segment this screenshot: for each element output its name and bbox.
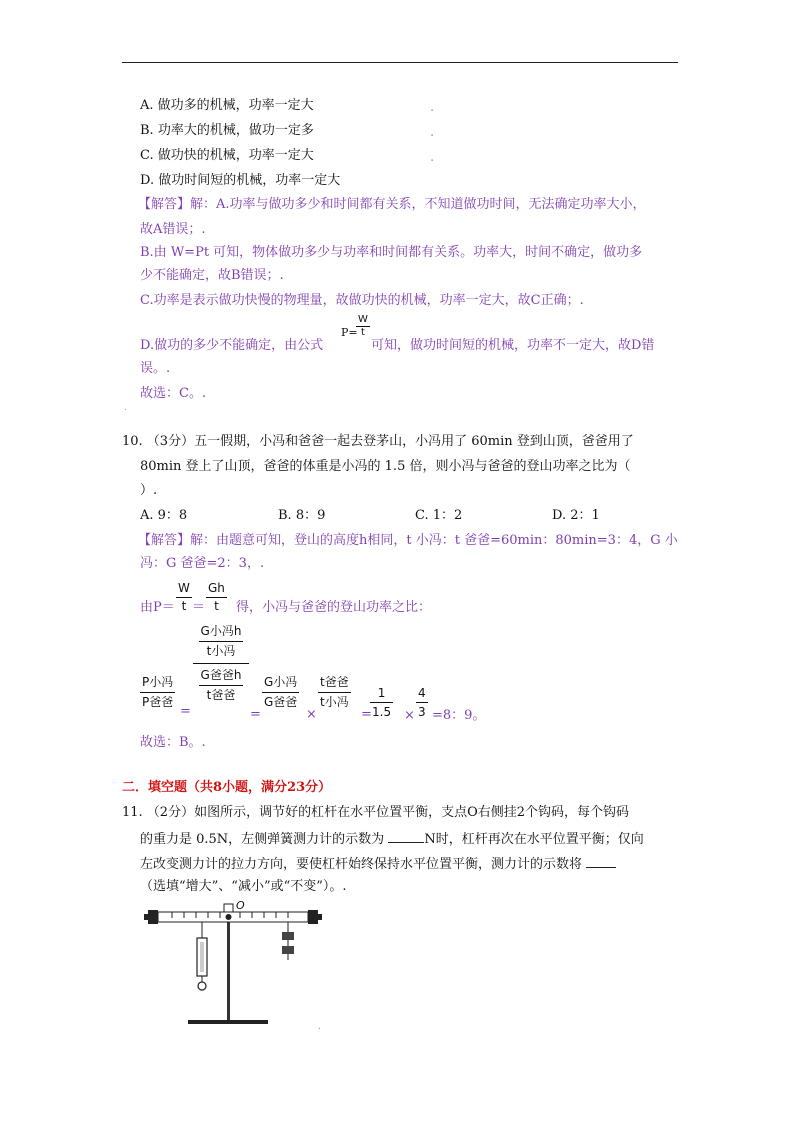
stand-pole (227, 914, 230, 1020)
q11-line-4: （选填“增大”、“减小”或“不变”）。. (140, 879, 347, 894)
q9-answer-b-line-1: B.由 W=Pt 可知，物体做功多少与功率和时间都有关系。功率大，时间不确定，做功多 (140, 245, 643, 260)
stand-base (188, 1020, 268, 1024)
main-fraction-bar (193, 663, 249, 664)
hook-weight-2 (282, 946, 294, 954)
fraction-denominator: t小冯 (320, 695, 349, 709)
spring-scale-body (200, 942, 204, 972)
compound-fraction (193, 622, 249, 705)
q9-answer-line-2: 故A错误；. (140, 222, 206, 237)
q10-option-d: D. 2：1 (552, 508, 600, 523)
lever-figure (140, 896, 330, 1032)
q10-stem-line-1: 10. （3分）五一假期，小冯和爸爸一起去登茅山，小冯用了 60min 登到山顶，爸爸用了 (122, 434, 634, 449)
stray-dot: . (318, 1022, 321, 1032)
q10-answer-line-2: 冯：G 爸爸=2：3，. (140, 556, 265, 571)
w-over-t-fraction (176, 580, 192, 615)
q9-answer-line-1 (138, 197, 646, 213)
answer-blank-2[interactable] (586, 855, 616, 868)
fraction-denominator: P爸爸 (142, 695, 174, 709)
times-sign: × (306, 707, 317, 722)
stray-dot: . (124, 403, 127, 413)
fraction-denominator: G爸爸 (264, 695, 298, 709)
q9-option-b: B. 功率大的机械，做功一定多 (140, 123, 314, 138)
answer-blank-1[interactable] (388, 830, 424, 843)
fraction-denominator: t爸爸 (206, 688, 236, 702)
t-ratio-fraction (318, 673, 351, 712)
d-formula-lhs: P= (341, 326, 358, 339)
d-formula-fraction (356, 314, 370, 339)
fraction-numerator: G爸爸h (199, 666, 244, 686)
d-formula-denominator: t (360, 327, 365, 338)
ratio-result: =8：9。 (432, 708, 486, 723)
fraction-numerator: 1 (370, 684, 393, 703)
one-over-fraction (370, 684, 393, 721)
answer-tag: 【解答】 (138, 197, 191, 212)
p-ratio-fraction (140, 673, 175, 712)
pivot-clamp (224, 904, 233, 912)
q11-line-3 (140, 855, 616, 873)
fraction-denominator: 1.5 (372, 705, 392, 719)
four-thirds-fraction (416, 684, 428, 721)
lever-bar (158, 912, 308, 922)
balance-nut-right (308, 910, 318, 924)
q10-option-c: C. 1：2 (415, 508, 463, 523)
q11-text: N时，杠杆再次在水平位置平衡；仅向 (424, 832, 644, 847)
hook-weight-1 (282, 932, 294, 940)
answer-text: 解：由题意可知，登山的高度h相同，t 小冯：t 爸爸=60min：80min=3：4，G 小 (190, 533, 678, 548)
q10-p-suffix: 得，小冯与爸爸的登山功率之比： (236, 600, 432, 615)
q9-answer-c-line: C.功率是表示做功快慢的物理量，故做功快的机械，功率一定大，故C正确；. (140, 293, 584, 308)
balance-nut-left (148, 910, 158, 924)
q10-stem-line-2: 80min 登上了山顶，爸爸的体重是小冯的 1.5 倍，则小冯与爸爸的登山功率之比为（ (140, 459, 631, 474)
fraction-denominator: t (214, 599, 219, 613)
stray-dot: . (430, 100, 435, 115)
answer-tag: 【解答】 (138, 533, 191, 548)
fraction-denominator: t小冯 (206, 644, 236, 658)
fraction-numerator: G小冯 (262, 673, 299, 693)
answer-text: 解：A.功率与做功多少和时间都有关系，不知道做功时间，无法确定功率大小， (190, 197, 646, 212)
q11-text: 左改变测力计的拉力方向，要使杠杆始终保持水平位置平衡，测力计的示数将 (140, 857, 587, 872)
q9-option-c: C. 做功快的机械，功率一定大 (140, 148, 314, 163)
q9-answer-d-prefix: D.做功的多少不能确定，由公式 (140, 338, 324, 353)
q10-stem-line-3: ）. (140, 483, 158, 498)
fraction-numerator: 4 (416, 684, 428, 703)
section-2-title: 二．填空题（共8小题，满分23分） (122, 780, 332, 795)
q11-line-2 (140, 830, 644, 848)
scale-ring (198, 982, 206, 990)
header-rule (122, 62, 678, 63)
fraction-denominator: t (181, 599, 187, 613)
fraction-numerator: P小冯 (140, 673, 175, 693)
q9-option-d: D. 做功时间短的机械，功率一定大 (140, 173, 341, 188)
q11-line-1: 11. （2分）如图所示，调节好的杠杆在水平位置平衡，支点O右侧挂2个钩码，每个钩码 (122, 805, 630, 820)
equals-sign: = (361, 707, 372, 722)
q10-p-prefix: 由P＝ (140, 600, 175, 615)
equals-sign: ＝ (192, 600, 206, 615)
q10-conclusion: 故选：B。. (140, 735, 206, 750)
g-ratio-fraction (262, 673, 299, 712)
q9-option-a: A. 做功多的机械，功率一定大 (140, 98, 314, 113)
pivot-point (226, 914, 232, 920)
q10-option-b: B. 8：9 (278, 508, 326, 523)
q9-answer-b-line-2: 少不能确定，故B错误；. (140, 268, 284, 283)
balance-nut-left (144, 914, 148, 920)
q11-text: 的重力是 0.5N，左侧弹簧测力计的示数为 (140, 832, 389, 847)
pivot-label: O (236, 899, 245, 912)
fraction-denominator: 3 (418, 705, 426, 719)
q9-answer-d-line-2: 误。. (140, 361, 171, 376)
q9-answer-d-suffix: 可知，做功时间短的机械，功率不一定大，故D错 (371, 338, 655, 353)
d-formula-numerator: W (358, 314, 368, 325)
gh-over-t-fraction (206, 580, 227, 615)
q9-conclusion: 故选：C。. (140, 386, 207, 401)
times-sign: × (404, 708, 415, 723)
fraction-numerator: Gh (206, 580, 227, 598)
q10-option-a: A. 9：8 (140, 508, 188, 523)
equals-sign: = (180, 704, 191, 719)
q10-answer-line-1 (138, 533, 678, 549)
balance-nut-right (318, 914, 322, 920)
fraction-numerator: G小冯h (199, 622, 244, 642)
stray-dot: . (430, 150, 435, 165)
fraction-numerator: W (176, 580, 192, 598)
equals-sign: = (250, 707, 261, 722)
stray-dot: . (430, 125, 435, 140)
fraction-numerator: t爸爸 (318, 673, 351, 693)
